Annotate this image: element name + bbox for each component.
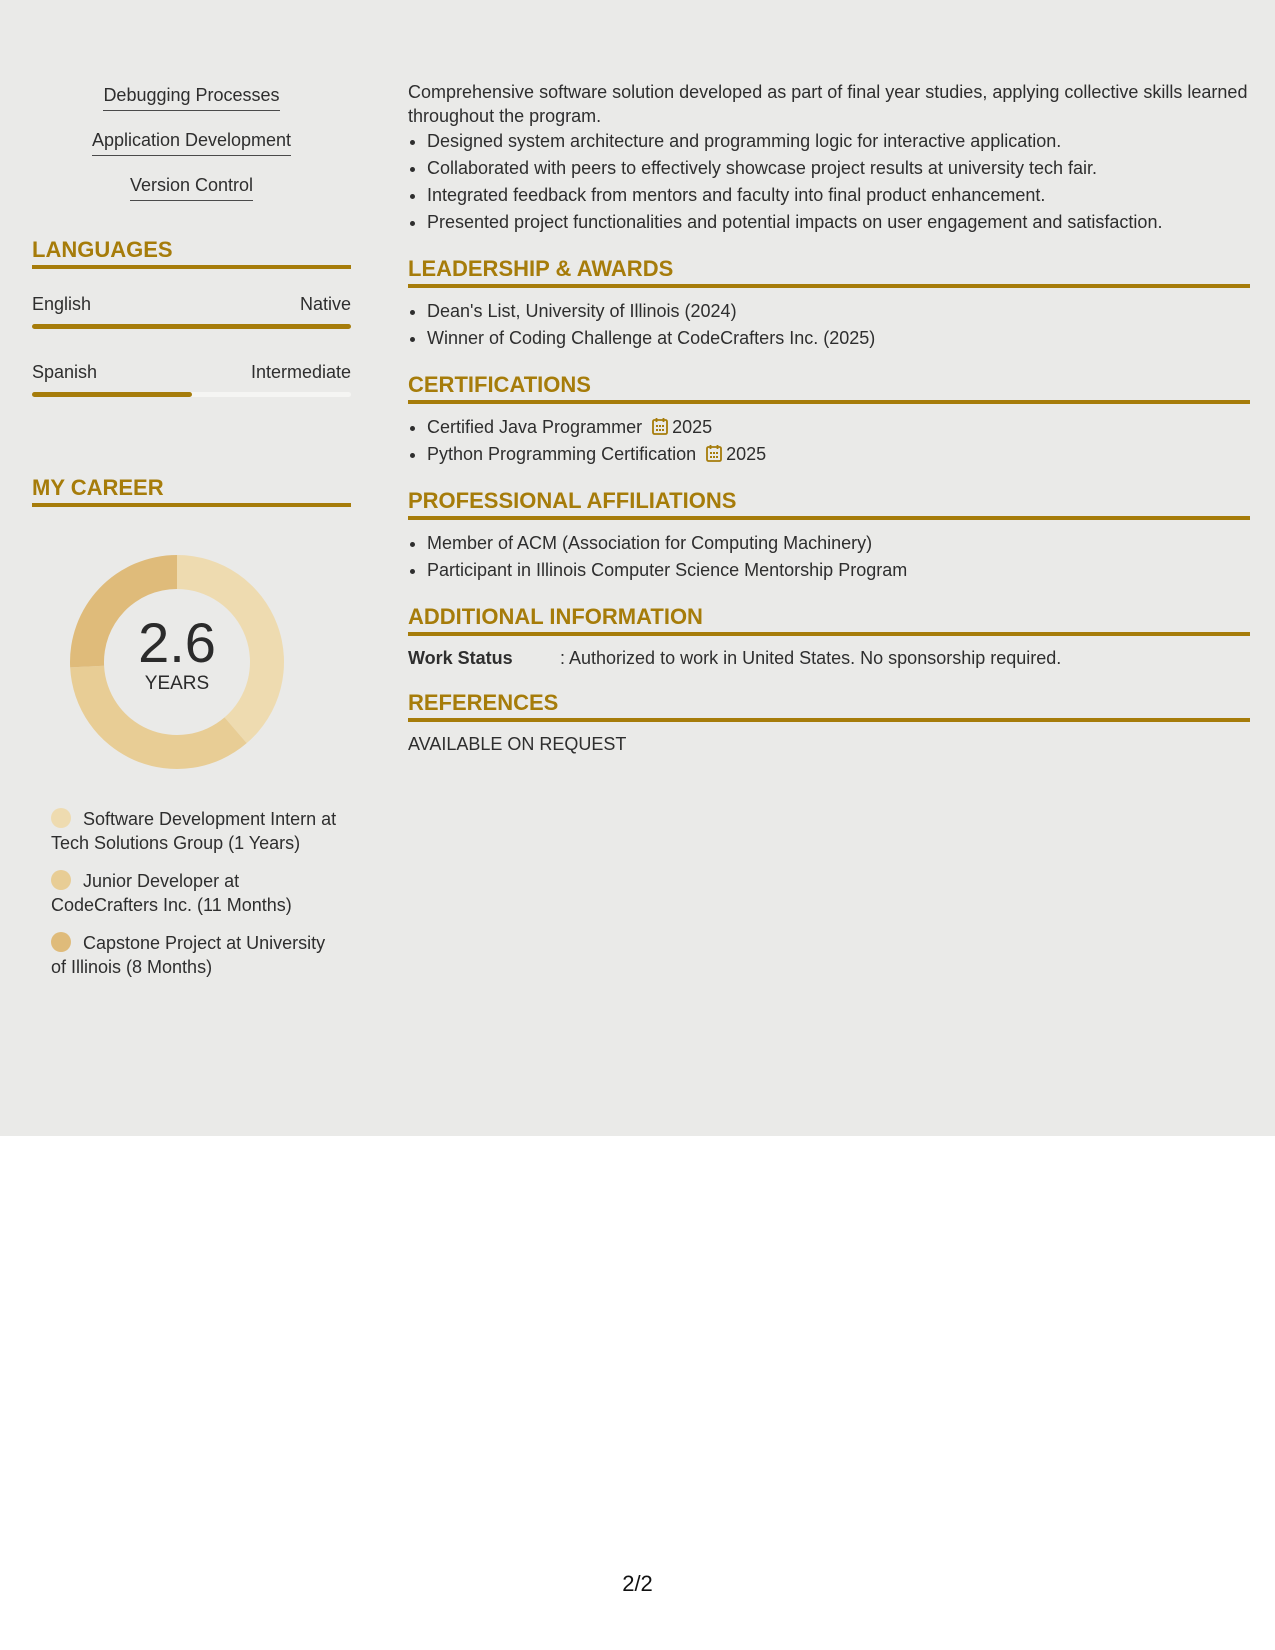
- language-level: Intermediate: [250, 362, 351, 382]
- list-item: • Python Programming Certification 2025: [427, 441, 1250, 468]
- career-donut-chart: [62, 547, 292, 777]
- certifications-list: [408, 414, 1250, 468]
- certifications-heading: CERTIFICATIONS: [408, 372, 1250, 404]
- language-name: Spanish: [32, 362, 98, 382]
- language-bar: [32, 324, 351, 329]
- career-legend: [51, 807, 341, 979]
- list-item: • Integrated feedback from mentors and faculty into final product enhancement.: [427, 182, 1250, 209]
- page-number: 2/2: [622, 1571, 653, 1596]
- list-item: • Participant in Illinois Computer Science Mentorship Program: [427, 557, 1250, 584]
- skill-item: Debugging Processes: [32, 84, 351, 113]
- right-column: [408, 80, 1250, 755]
- work-status-label: Work Status: [408, 648, 513, 668]
- calendar-icon: [706, 444, 722, 462]
- legend-dot: [51, 870, 71, 890]
- list-item: • Winner of Coding Challenge at CodeCrafters Inc. (2025): [427, 325, 1250, 352]
- career-total: 2.6: [138, 611, 216, 674]
- work-status: [408, 646, 1250, 670]
- career-unit: YEARS: [144, 673, 210, 694]
- legend-item: Junior Developer at CodeCrafters Inc. (11 Months): [51, 871, 292, 915]
- skill-item: Version Control: [32, 174, 351, 203]
- additional-heading: ADDITIONAL INFORMATION: [408, 604, 1250, 636]
- legend-dot: [51, 808, 71, 828]
- language-english: [32, 293, 351, 329]
- calendar-icon: [652, 417, 668, 435]
- skill-item: Application Development: [32, 129, 351, 158]
- list-item: • Designed system architecture and programming logic for interactive application.: [427, 128, 1250, 155]
- references-heading: REFERENCES: [408, 690, 1250, 722]
- legend-item: Capstone Project at University of Illinois (8 Months): [51, 933, 326, 977]
- project-description: Comprehensive software solution developed as part of final year studies, applying collective skills learned throughout the program.: [408, 82, 1248, 126]
- language-name: English: [32, 294, 92, 314]
- languages-heading: LANGUAGES: [32, 237, 351, 269]
- work-status-value: : Authorized to work in United States. No sponsorship required.: [560, 648, 1062, 668]
- list-item: • Presented project functionalities and potential impacts on user engagement and satisfaction.: [427, 209, 1250, 236]
- legend-dot: [51, 932, 71, 952]
- list-item: • Collaborated with peers to effectively showcase project results at university tech fair.: [427, 155, 1250, 182]
- affiliations-heading: PROFESSIONAL AFFILIATIONS: [408, 488, 1250, 520]
- list-item: • Certified Java Programmer 2025: [427, 414, 1250, 441]
- list-item: • Dean's List, University of Illinois (2024): [427, 298, 1250, 325]
- references-text: AVAILABLE ON REQUEST: [408, 734, 627, 754]
- leadership-heading: LEADERSHIP & AWARDS: [408, 256, 1250, 288]
- career-heading: MY CAREER: [32, 475, 351, 507]
- language-level: Native: [299, 294, 351, 314]
- left-column: [32, 84, 351, 993]
- language-bar: [32, 392, 351, 397]
- language-bar-fill: [32, 392, 192, 397]
- list-item: • Member of ACM (Association for Computing Machinery): [427, 530, 1250, 557]
- legend-item: Software Development Intern at Tech Solutions Group (1 Years): [51, 809, 337, 853]
- affiliations-list: [408, 530, 1250, 584]
- leadership-list: [408, 298, 1250, 352]
- language-bar-fill: [32, 324, 351, 329]
- project-bullets: [408, 128, 1250, 236]
- language-spanish: [32, 361, 351, 397]
